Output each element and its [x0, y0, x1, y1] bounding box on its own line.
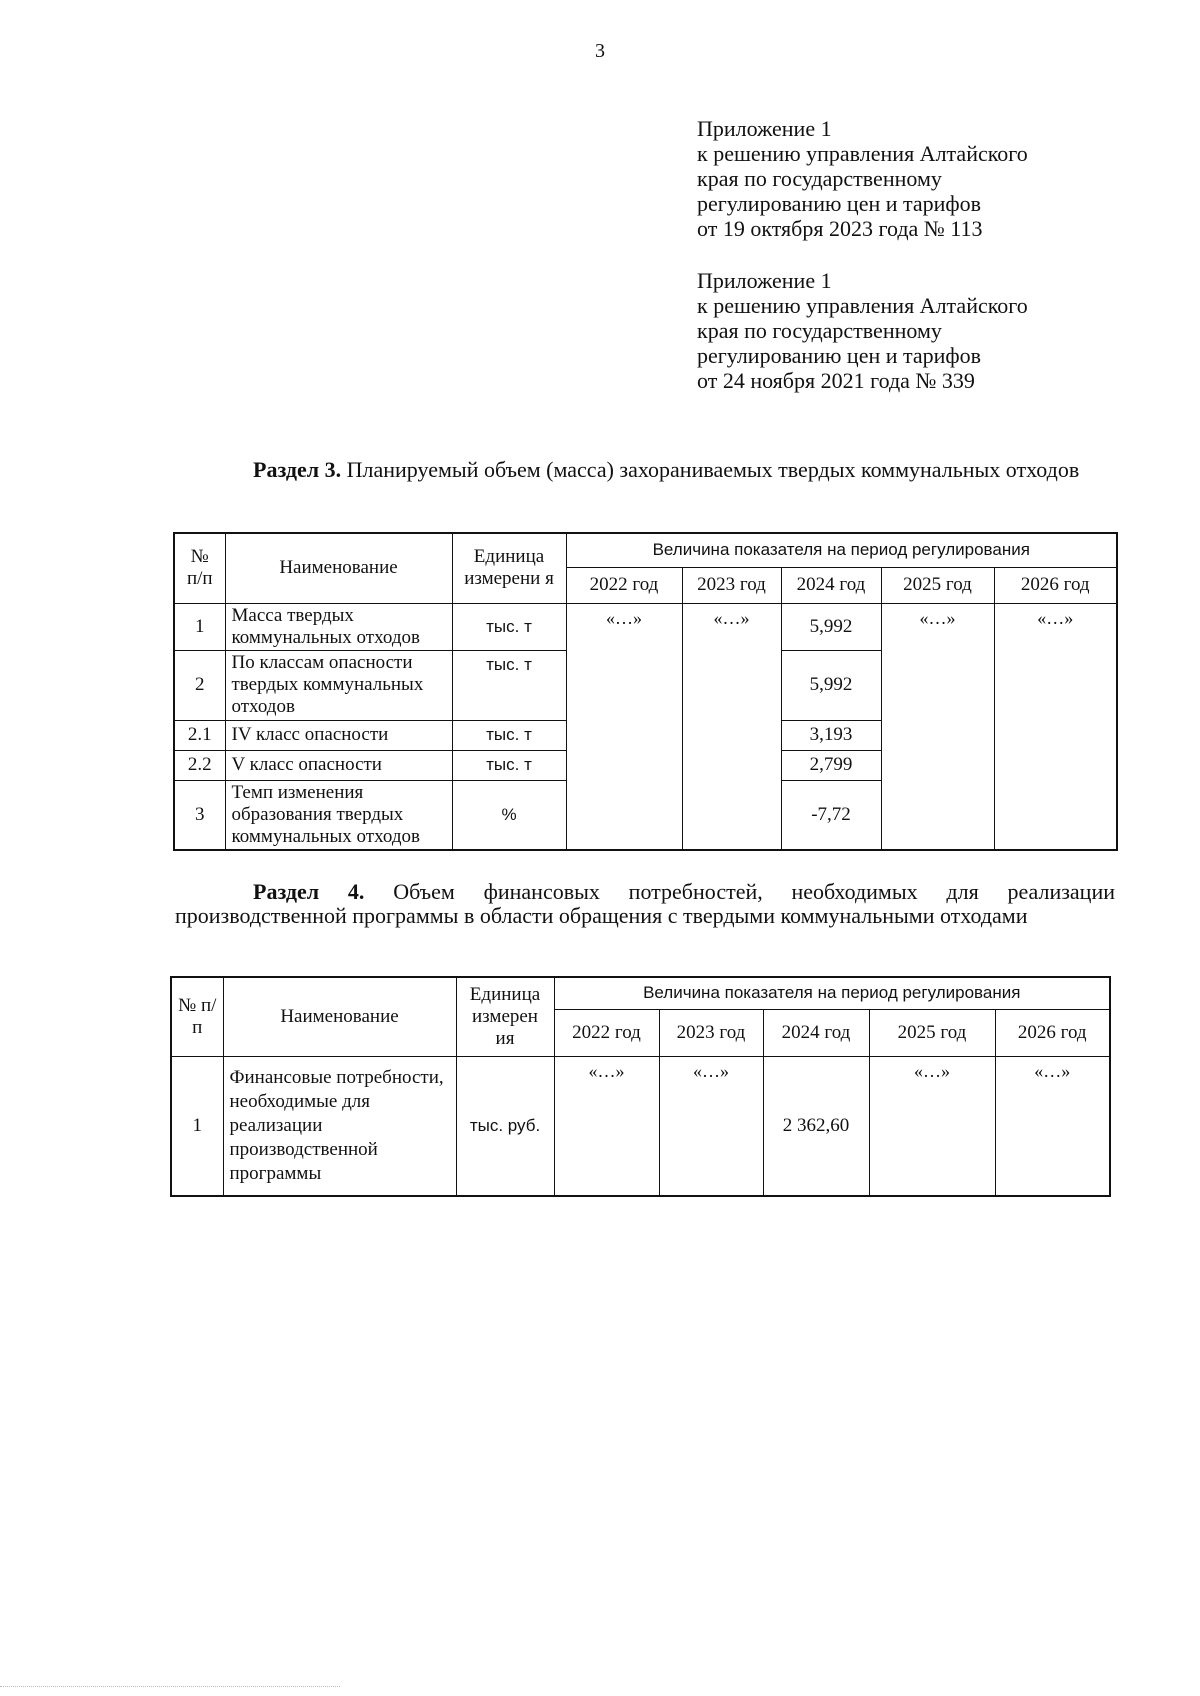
- section3-title: Планируемый объем (масса) захораниваемых твердых коммунальных отходов: [346, 457, 1080, 482]
- header-num: № п/п: [174, 533, 225, 603]
- section4-table: [170, 976, 1111, 1197]
- page-number: 3: [595, 40, 605, 62]
- appendix-line: от 19 октября 2023 года № 113: [697, 216, 983, 241]
- section4-heading: [175, 880, 1115, 928]
- value-2025-placeholder: «…»: [881, 603, 994, 850]
- header-name: Наименование: [225, 533, 452, 603]
- header-period: Величина показателя на период регулирования: [554, 977, 1110, 1009]
- value-2022-placeholder: «…»: [554, 1056, 659, 1196]
- value-2024: 3,193: [781, 720, 881, 750]
- section3-heading: [175, 458, 1115, 482]
- row-name: Масса твердых коммунальных отходов: [225, 603, 452, 650]
- row-num: 1: [174, 603, 225, 650]
- row-unit: тыс. т: [452, 603, 566, 650]
- section4-label: Раздел 4.: [253, 879, 365, 904]
- row-unit: тыс. т: [452, 720, 566, 750]
- appendix-line: регулированию цен и тарифов: [697, 191, 982, 216]
- value-2026-placeholder: «…»: [995, 1056, 1110, 1196]
- header-year: 2024 год: [781, 567, 881, 603]
- section3-label: Раздел 3.: [253, 457, 342, 482]
- value-2024: -7,72: [781, 780, 881, 850]
- table-row: [171, 1056, 1110, 1196]
- row-name: Финансовые потребности, необходимые для реализации производственной программы: [223, 1056, 456, 1196]
- row-num: 1: [171, 1056, 223, 1196]
- header-year: 2025 год: [881, 567, 994, 603]
- row-unit: %: [452, 780, 566, 850]
- row-unit: тыс. руб.: [456, 1056, 554, 1196]
- header-year: 2023 год: [682, 567, 781, 603]
- header-year: 2022 год: [566, 567, 682, 603]
- row-num: 2: [174, 650, 225, 720]
- appendix-line: регулированию цен и тарифов: [697, 343, 982, 368]
- row-name: По классам опасности твердых коммунальных отходов: [225, 650, 452, 720]
- scan-artifact-line: [0, 1686, 340, 1689]
- row-name: V класс опасности: [225, 750, 452, 780]
- row-num: 2.1: [174, 720, 225, 750]
- value-2025-placeholder: «…»: [869, 1056, 995, 1196]
- value-2026-placeholder: «…»: [994, 603, 1117, 850]
- header-year: 2024 год: [763, 1009, 869, 1056]
- header-year: 2025 год: [869, 1009, 995, 1056]
- header-period: Величина показателя на период регулирования: [566, 533, 1117, 567]
- appendix-line: Приложение 1: [697, 116, 832, 141]
- value-2024: 5,992: [781, 650, 881, 720]
- section3-table: [173, 532, 1118, 851]
- header-unit: Единица измерени я: [452, 533, 566, 603]
- header-year: 2022 год: [554, 1009, 659, 1056]
- row-unit: тыс. т: [452, 750, 566, 780]
- appendix-line: к решению управления Алтайского: [697, 293, 1028, 318]
- appendix-line: к решению управления Алтайского: [697, 141, 1028, 166]
- row-num: 3: [174, 780, 225, 850]
- header-name: Наименование: [223, 977, 456, 1056]
- header-unit: Единица измерен ия: [456, 977, 554, 1056]
- row-name: Темп изменения образования твердых коммунальных отходов: [225, 780, 452, 850]
- value-2024: 2,799: [781, 750, 881, 780]
- row-num: 2.2: [174, 750, 225, 780]
- appendix-line: края по государственному: [697, 166, 942, 191]
- section4-title: Объем финансовых потребностей, необходимых для реализации производственной программы в области обращения с твердыми коммунальными отходами: [175, 879, 1116, 928]
- value-2024: 5,992: [781, 603, 881, 650]
- row-name: IV класс опасности: [225, 720, 452, 750]
- value-2023-placeholder: «…»: [659, 1056, 763, 1196]
- header-year: 2026 год: [995, 1009, 1110, 1056]
- header-year: 2023 год: [659, 1009, 763, 1056]
- header-year: 2026 год: [994, 567, 1117, 603]
- table-row: [174, 603, 1117, 650]
- value-2024: 2 362,60: [763, 1056, 869, 1196]
- appendix-line: Приложение 1: [697, 268, 832, 293]
- appendix-current-header: [697, 116, 1117, 241]
- appendix-line: от 24 ноября 2021 года № 339: [697, 368, 975, 393]
- row-unit: тыс. т: [452, 650, 566, 720]
- appendix-line: края по государственному: [697, 318, 942, 343]
- header-num: № п/п: [171, 977, 223, 1056]
- value-2023-placeholder: «…»: [682, 603, 781, 850]
- appendix-previous-header: [697, 268, 1117, 393]
- value-2022-placeholder: «…»: [566, 603, 682, 850]
